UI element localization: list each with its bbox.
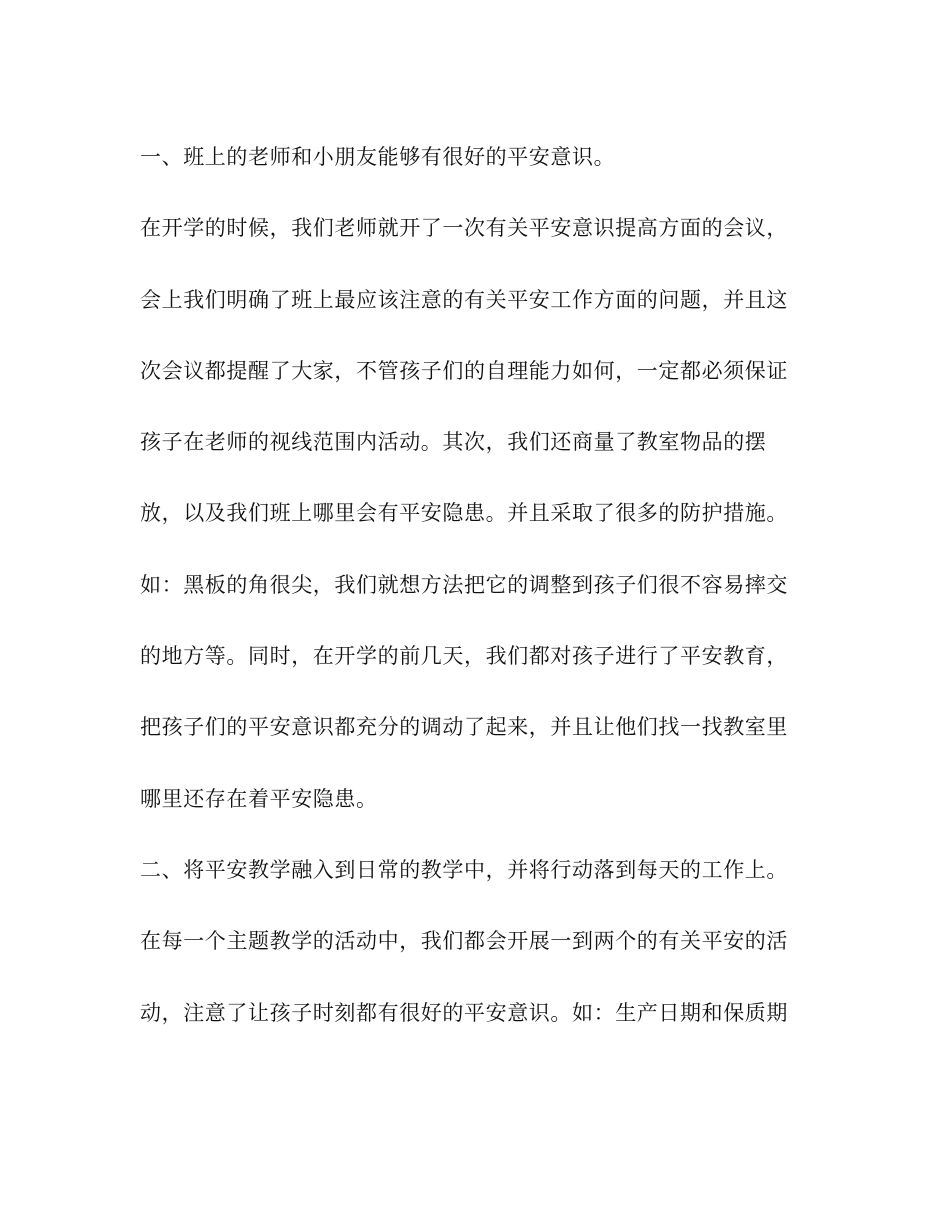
- text-line: 二、将平安教学融入到日常的教学中，并将行动落到每天的工作上。: [140, 857, 788, 882]
- text-line: 次会议都提醒了大家，不管孩子们的自理能力如何，一定都必须保证: [140, 358, 788, 383]
- text-line: 孩子在老师的视线范围内活动。其次，我们还商量了教室物品的摆: [140, 430, 767, 455]
- text-line: 放，以及我们班上哪里会有平安隐患。并且采取了很多的防护措施。: [140, 501, 788, 526]
- text-line: 把孩子们的平安意识都充分的调动了起来，并且让他们找一找教室里: [140, 715, 788, 740]
- text-line: 如：黑板的角很尖，我们就想方法把它的调整到孩子们很不容易摔交: [140, 572, 788, 597]
- text-line: 在开学的时候，我们老师就开了一次有关平安意识提高方面的会议，: [140, 216, 788, 241]
- text-line: 动，注意了让孩子时刻都有很好的平安意识。如：生产日期和保质期: [140, 1000, 788, 1025]
- text-line: 的地方等。同时，在开学的前几天，我们都对孩子进行了平安教育，: [140, 644, 788, 669]
- text-line: 在每一个主题教学的活动中，我们都会开展一到两个的有关平安的活: [140, 929, 788, 954]
- text-line: 一、班上的老师和小朋友能够有很好的平安意识。: [140, 145, 616, 169]
- text-line: 哪里还存在着平安隐患。: [140, 786, 378, 811]
- text-line: 会上我们明确了班上最应该注意的有关平安工作方面的问题，并且这: [140, 287, 788, 312]
- body-text: [140, 130, 820, 1057]
